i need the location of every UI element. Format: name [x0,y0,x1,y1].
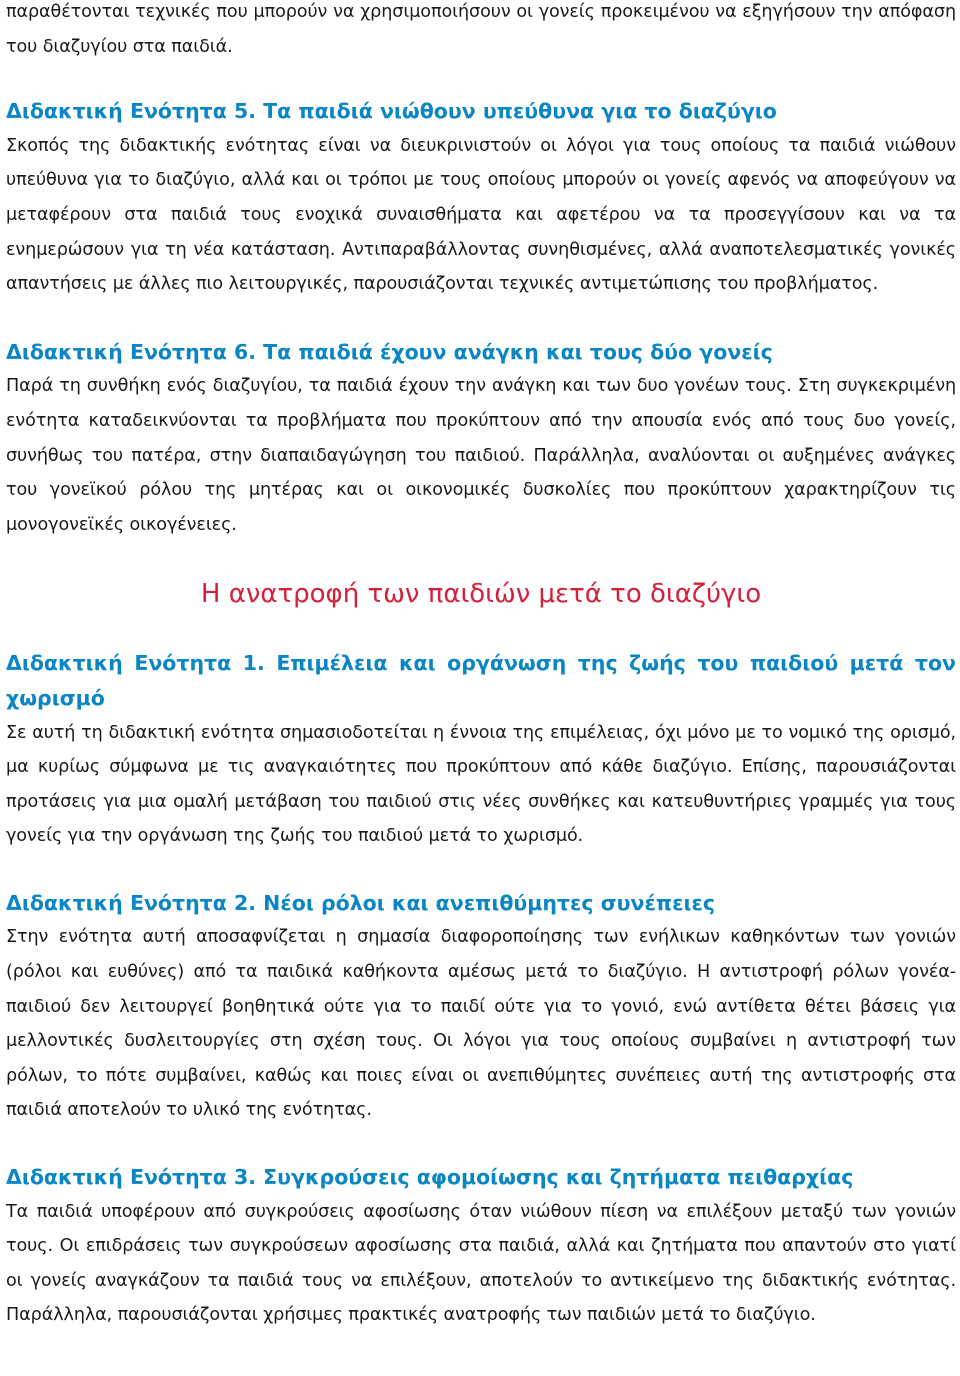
section-6-heading: Διδακτική Ενότητα 6. Τα παιδιά έχουν ανάγκη και τους δύο γονείς [6,339,773,364]
section-6 [6,335,956,543]
unit-1-heading: Διδακτική Ενότητα 1. Επιμέλεια και οργάνωση της ζωής του παιδιού μετά τον χωρισμό [6,651,956,710]
intro-paragraph: παραθέτονται τεχνικές που μπορούν να χρησιμοποιήσουν οι γονείς προκειμένου να εξηγήσουν την απόφαση του διαζυγίου στα παιδιά. [6,2,956,57]
unit-2-body: Στην ενότητα αυτή αποσαφνίζεται η σημασία διαφοροποίησης των ενήλικων καθηκόντων των γονιών (ρόλοι και ευθύνες) από τα παιδικά καθήκοντα αμέσως μετά το διαζύγιο. Η αντιστροφή ρόλων γονέα-παιδιού δεν λειτουργεί βοηθητικά ούτε για το παιδί ούτε για το γονιό, ενώ αντίθετα θέτει βάσεις για μελλοντικές δυσλειτουργίες στη σχέση τους. Οι λόγοι για τους οποίους συμβαίνει η αντιστροφή των ρόλων, το πότε συμβαίνει, καθώς και ποιες είναι οι ανεπιθύμητες συνέπειες αυτή της αντιστροφής στα παιδιά αποτελούν το υλικό της ενότητας. [6,927,956,1121]
section-6-body: Παρά τη συνθήκη ενός διαζυγίου, τα παιδιά έχουν την ανάγκη και των δυο γονέων τους. Στη συγκεκριμένη ενότητα καταδεικνύονται τα προβλήματα που προκύπτουν από την απουσία ενός από τους δυο γονείς, συνήθως του πατέρα, στην διαπαιδαγώγηση του παιδιού. Παράλληλα, αναλύονται οι αυξημένες ανάγκες του γονεϊκού ρόλου της μητέρας και οι οικονομικές δυσκολίες που προκύπτουν χαρακτηρίζουν τις μονογονεϊκές οικογένειες. [6,376,956,535]
unit-1 [6,646,956,854]
unit-2 [6,886,956,1128]
document-page [6,0,956,1333]
section-5-heading: Διδακτική Ενότητα 5. Τα παιδιά νιώθουν υπεύθυνα για το διαζύγιο [6,99,777,124]
unit-1-body: Σε αυτή τη διδακτική ενότητα σημασιοδοτείται η έννοια της επιμέλειας, όχι μόνο με το νομικό της ορισμό, μα κυρίως σύμφωνα με τις αναγκαιότητες που προκύπτουν από κάθε διαζύγιο. Επίσης, παρουσιάζονται προτάσεις για μια ομαλή μετάβαση του παιδιού στις νέες συνθήκες και κατευθυντήριες γραμμές για τους γονείς για την οργάνωση της ζωής του παιδιού μετά το χωρισμό. [6,722,956,847]
unit-3-heading: Διδακτική Ενότητα 3. Συγκρούσεις αφομοίωσης και ζητήματα πειθαρχίας [6,1165,854,1190]
main-title: Η ανατροφή των παιδιών μετά το διαζύγιο [200,579,762,610]
section-5-body: Σκοπός της διδακτικής ενότητας είναι να διευκρινιστούν οι λόγοι για τους οποίους τα παιδιά νιώθουν υπεύθυνα για το διαζύγιο, αλλά και οι τρόποι με τους οποίους μπορούν οι γονείς αφενός να αποφεύγουν να μεταφέρουν στα παιδιά τους ενοχικά συναισθήματα και αφετέρου να τα προσεγγίσουν και να τα ενημερώσουν για τη νέα κατάσταση. Αντιπαραβάλλοντας συνηθισμένες, αλλά αναποτελεσματικές γονικές απαντήσεις με άλλες πιο λειτουργικές, παρουσιάζονται τεχνικές αντιμετώπισης του προβλήματος. [6,135,956,295]
unit-3-body: Τα παιδιά υποφέρουν από συγκρούσεις αφοσίωσης όταν νιώθουν πίεση να επιλέξουν μεταξύ των γονιών τους. Οι επιδράσεις των συγκρούσεων αφοσίωσης στα παιδιά, αλλά και ζητήματα που απαντούν στο γιατί οι γονείς αναγκάζουν τα παιδιά τους να επιλέξουν, αποτελούν το αντικείμενο της διδακτικής ενότητας. Παράλληλα, παρουσιάζονται χρήσιμες πρακτικές ανατροφής των παιδιών μετά το διαζύγιο. [6,1201,956,1326]
section-5 [6,94,956,302]
unit-2-heading: Διδακτική Ενότητα 2. Νέοι ρόλοι και ανεπιθύμητες συνέπειες [6,890,716,915]
unit-3 [6,1160,956,1333]
